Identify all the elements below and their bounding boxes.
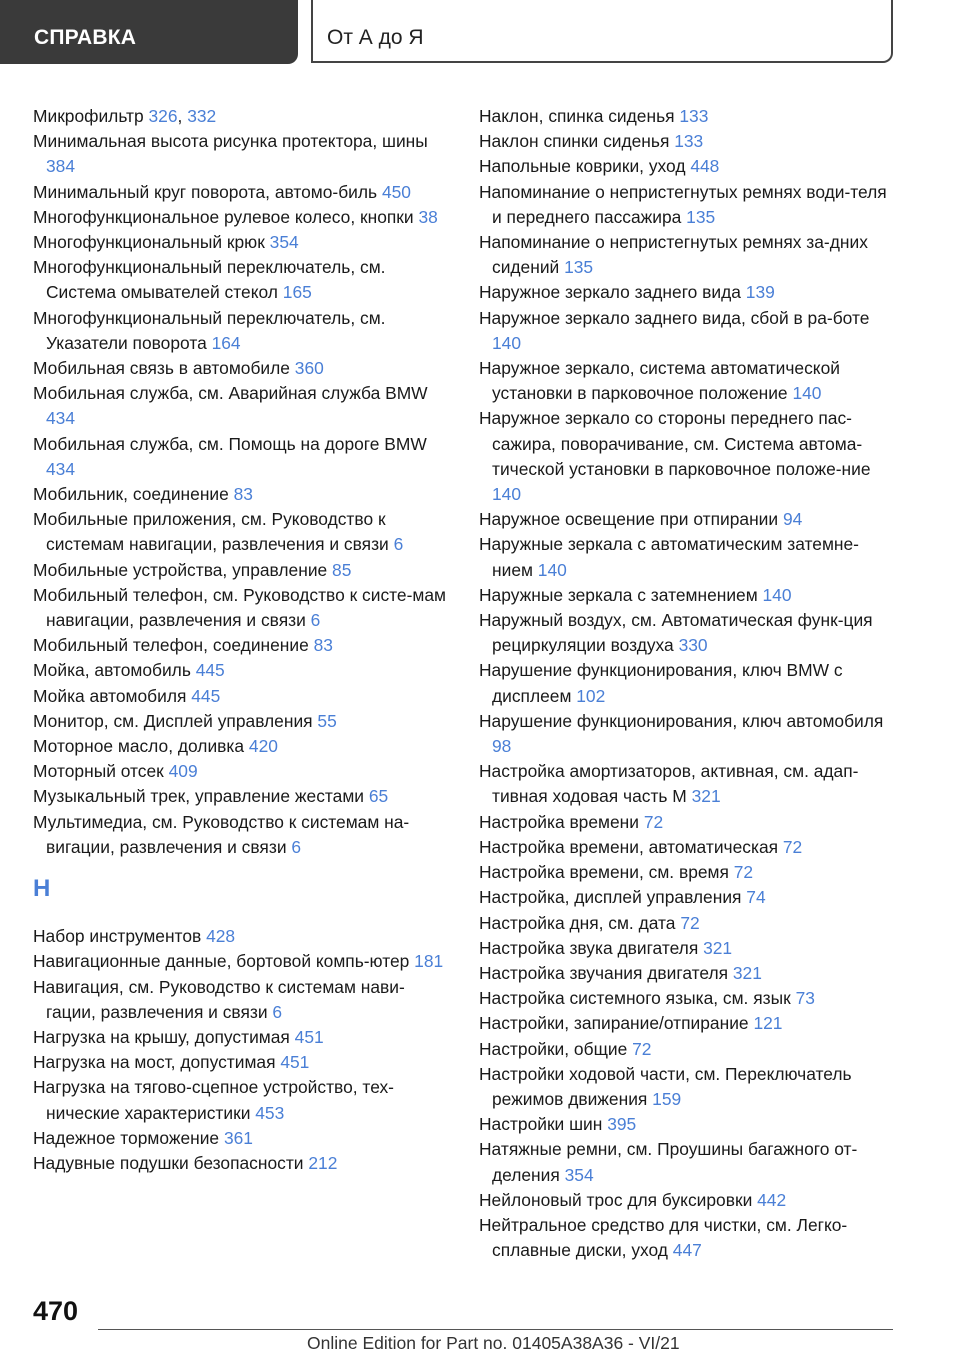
- index-entry: [479, 306, 899, 356]
- page-link[interactable]: 133: [674, 131, 704, 152]
- index-entry: [33, 924, 451, 949]
- page-link[interactable]: 6: [291, 836, 302, 857]
- index-entry-text: Набор инструментов: [33, 926, 207, 947]
- index-entry: [479, 532, 899, 582]
- page-link[interactable]: 321: [691, 786, 721, 807]
- index-entry-text: Настройка звучания двигателя: [479, 962, 733, 983]
- index-entry-text: Настройки, запирание/отпирание: [479, 1013, 754, 1034]
- index-entry: [479, 810, 899, 835]
- index-entry-text: Мобильная служба, см. Помощь на дороге BMW: [33, 433, 427, 454]
- index-entry-text: Многофункциональный крюк: [33, 232, 270, 253]
- index-entry: [33, 432, 451, 482]
- index-entry: [33, 810, 451, 860]
- index-entry: [33, 381, 451, 431]
- index-entry: [479, 986, 899, 1011]
- page-link[interactable]: 72: [733, 862, 754, 883]
- index-entry: [33, 558, 451, 583]
- index-entry: [479, 835, 899, 860]
- page-link[interactable]: 451: [280, 1052, 310, 1073]
- index-entry-text: Нагрузка на мост, допустимая: [33, 1052, 281, 1073]
- index-entry-text: Напольные коврики, уход: [479, 156, 691, 177]
- index-entry: [479, 583, 899, 608]
- index-entry-text: Нагрузка на тягово-сцепное устройство, тех‐нические характеристики: [33, 1077, 394, 1123]
- index-entry: [33, 1075, 451, 1125]
- page-link[interactable]: 83: [313, 635, 333, 656]
- footer-edition: Online Edition for Part no. 01405A38A36 - VI/21: [307, 1333, 680, 1353]
- index-entry-text: Наружное зеркало, система автоматической установки в парковочное положение: [479, 358, 840, 404]
- page-link[interactable]: 181: [414, 951, 444, 972]
- index-entry: [33, 633, 451, 658]
- page-link[interactable]: 140: [762, 584, 792, 605]
- page-link[interactable]: 434: [46, 458, 76, 479]
- page-link[interactable]: 72: [782, 836, 803, 857]
- index-entry-text: Настройка времени, см. время: [479, 862, 734, 883]
- index-entry-text: Наружные зеркала с автоматическим затемне‐нием: [479, 534, 859, 580]
- index-entry-text: Настройка системного языка, см. язык: [479, 988, 796, 1009]
- index-entry-text: Напоминание о непристегнутых ремнях води‐теля и переднего пассажира: [479, 181, 887, 227]
- index-entry: [33, 684, 451, 709]
- index-entry: [479, 1011, 899, 1036]
- page-link[interactable]: 447: [672, 1240, 702, 1261]
- section-letter: Н: [33, 875, 51, 903]
- index-entry-text: Моторный отсек: [33, 761, 169, 782]
- page-link[interactable]: 135: [686, 206, 716, 227]
- index-entry-text: Нейтральное средство для чистки, см. Легко‐сплавные диски, уход: [479, 1214, 848, 1261]
- index-entry: [479, 1188, 899, 1213]
- index-entry-text: Надежное торможение: [33, 1127, 224, 1148]
- index-entry: [479, 230, 899, 280]
- index-entry: [33, 230, 451, 255]
- page-link[interactable]: 74: [746, 887, 766, 908]
- index-entry-text: Настройки шин: [479, 1114, 608, 1135]
- index-entry-text: Настройка времени, автоматическая: [479, 836, 783, 857]
- index-entry: [33, 658, 451, 683]
- subsection-title: От А до Я: [327, 26, 424, 49]
- index-entry-text: Наружное зеркало со стороны переднего пас‐сажира, поворачивание, см. Система автома‐тической установки в парковочное положе‐ние: [479, 408, 871, 479]
- index-entry-text: Мобильные приложения, см. Руководство к системам навигации, развлечения и связи: [33, 509, 394, 555]
- index-entry: [33, 949, 451, 974]
- index-entry-text: Надувные подушки безопасности: [33, 1152, 309, 1173]
- page-link[interactable]: 6: [310, 610, 321, 631]
- page-link[interactable]: 85: [332, 559, 352, 580]
- index-entry-text: Наружное освещение при отпирании: [479, 509, 783, 530]
- index-entry: [479, 911, 899, 936]
- page-link[interactable]: 384: [46, 156, 76, 177]
- index-entry: [33, 1126, 451, 1151]
- page-link[interactable]: 450: [381, 181, 411, 202]
- index-entry-text: Наружное зеркало заднего вида: [479, 282, 746, 303]
- index-entry-text: Напоминание о непристегнутых ремнях за‐дних сидений: [479, 232, 868, 278]
- page-link[interactable]: 321: [732, 962, 762, 983]
- index-entry: [33, 1050, 451, 1075]
- index-entry-text: Многофункциональное рулевое колесо, кнопки: [33, 206, 419, 227]
- index-entry: [33, 583, 451, 633]
- index-entry-text: Минимальный круг поворота, автомо‐биль: [33, 181, 382, 202]
- section-title: СПРАВКА: [34, 26, 137, 49]
- index-entry: [33, 482, 451, 507]
- page-link[interactable]: 354: [269, 232, 299, 253]
- page-link[interactable]: 164: [211, 332, 241, 353]
- page-link[interactable]: 135: [564, 257, 594, 278]
- index-entry-text: Навигационные данные, бортовой компь‐ютер: [33, 951, 415, 972]
- index-entry-text: Наклон спинки сиденья: [479, 131, 675, 152]
- page-link[interactable]: 448: [690, 156, 720, 177]
- page-link[interactable]: 121: [753, 1013, 783, 1034]
- index-entry: [33, 759, 451, 784]
- page-link[interactable]: 140: [492, 332, 522, 353]
- page-link[interactable]: 420: [248, 736, 278, 757]
- index-entry: [33, 356, 451, 381]
- index-entry-text: Мобильная связь в автомобиле: [33, 358, 295, 379]
- index-entry-text: Нагрузка на крышу, допустимая: [33, 1026, 295, 1047]
- page-link[interactable]: 165: [282, 282, 312, 303]
- index-entry-text: Настройки ходовой части, см. Переключатель режимов движения: [479, 1063, 852, 1109]
- page-link[interactable]: 94: [782, 509, 803, 530]
- index-entry: [479, 507, 899, 532]
- index-entry: [479, 759, 899, 809]
- index-entry: [479, 180, 899, 230]
- page-link[interactable]: 330: [678, 635, 708, 656]
- index-entry: [33, 507, 451, 557]
- page-link[interactable]: 428: [206, 926, 236, 947]
- page-link[interactable]: 140: [492, 484, 522, 505]
- index-entry-text: Моторное масло, доливка: [33, 736, 249, 757]
- page-link[interactable]: 139: [745, 282, 775, 303]
- index-entry: [479, 885, 899, 910]
- index-entry: [33, 1025, 451, 1050]
- index-entry-text: Мобильные устройства, управление: [33, 559, 333, 580]
- index-entry: [33, 306, 451, 356]
- index-entry: [33, 734, 451, 759]
- index-entry: [479, 356, 899, 406]
- page-link[interactable]: 65: [368, 786, 389, 807]
- page-link[interactable]: 140: [792, 383, 822, 404]
- index-entry-text: Мобильный телефон, соединение: [33, 635, 314, 656]
- index-entry: [479, 860, 899, 885]
- page-link[interactable]: 409: [168, 761, 198, 782]
- index-entry: [479, 1112, 899, 1137]
- index-entry: [33, 1151, 451, 1176]
- index-entry: [479, 658, 899, 708]
- page-link[interactable]: 72: [643, 811, 664, 832]
- index-entry: [479, 280, 899, 305]
- index-entry-text: Настройка времени: [479, 811, 644, 832]
- index-entry: [479, 406, 899, 507]
- index-entry-text: Наклон, спинка сиденья: [479, 106, 680, 126]
- page-link[interactable]: 83: [233, 484, 253, 505]
- index-entry: [33, 180, 451, 205]
- index-list-n-continued: [479, 104, 899, 1263]
- index-entry-text: Многофункциональный переключатель, см. Система омывателей стекол: [33, 257, 386, 303]
- page-link[interactable]: 72: [680, 912, 700, 933]
- page-link[interactable]: 6: [393, 534, 404, 555]
- index-entry-text: Навигация, см. Руководство к системам нави‐гации, развлечения и связи: [33, 976, 405, 1022]
- index-entry: [479, 129, 899, 154]
- page-link[interactable]: 360: [294, 358, 324, 379]
- index-entry: Микрофильтр 326, 332: [33, 106, 217, 126]
- index-entry-text: Монитор, см. Дисплей управления: [33, 710, 318, 731]
- index-entry: [33, 975, 451, 1025]
- index-entry-text: Мойка автомобиля: [33, 685, 192, 706]
- index-entry: [33, 205, 451, 230]
- index-entry-text: Многофункциональный переключатель, см. Указатели поворота: [33, 307, 386, 353]
- index-entry: [33, 255, 451, 305]
- index-entry-text: Мобильная служба, см. Аварийная служба BMW: [33, 383, 428, 404]
- page-link[interactable]: 321: [703, 937, 733, 958]
- index-list-n: [33, 924, 451, 1176]
- index-entry: [479, 1037, 899, 1062]
- page-link[interactable]: 159: [652, 1088, 682, 1109]
- page-link[interactable]: 98: [492, 736, 512, 757]
- index-entry: [479, 709, 899, 759]
- section-tab: [0, 0, 298, 64]
- index-entry-text: Минимальная высота рисунка протектора, шины: [33, 131, 428, 152]
- page-link[interactable]: 326: [148, 106, 178, 126]
- page-link[interactable]: 451: [294, 1026, 324, 1047]
- page-link[interactable]: 395: [607, 1114, 637, 1135]
- page-link[interactable]: 133: [679, 106, 709, 126]
- page-number: 470: [33, 1296, 79, 1326]
- index-entry: [479, 1213, 899, 1263]
- index-column-right: [479, 104, 899, 1263]
- page-link[interactable]: 38: [418, 206, 438, 227]
- page-link[interactable]: 354: [564, 1164, 594, 1185]
- index-entry-text: Мобильник, соединение: [33, 484, 234, 505]
- index-entry: [479, 154, 899, 179]
- index-entry: [479, 1137, 899, 1187]
- index-entry-text: Нарушение функционирования, ключ BMW с дисплеем: [479, 660, 843, 706]
- page-link[interactable]: 445: [195, 660, 225, 681]
- index-entry-text: Наружное зеркало заднего вида, сбой в ра‐боте: [479, 307, 870, 328]
- index-entry-text: Мультимедиа, см. Руководство к системам на‐вигации, развлечения и связи: [33, 811, 410, 857]
- index-list-m: [33, 104, 451, 860]
- index-entry-text: Нейлоновый трос для буксировки: [479, 1189, 758, 1210]
- page-link[interactable]: 445: [191, 685, 221, 706]
- index-entry-text: Настройка, дисплей управления: [479, 887, 747, 908]
- index-entry-text: Наружные зеркала с затемнением: [479, 584, 763, 605]
- index-entry: [33, 784, 451, 809]
- index-entry-text: Наружный воздух, см. Автоматическая функ‐ция рециркуляции воздуха: [479, 610, 873, 656]
- page-link[interactable]: 332: [187, 106, 217, 126]
- page-link[interactable]: 434: [46, 408, 76, 429]
- index-entry-text: Музыкальный трек, управление жестами: [33, 786, 369, 807]
- page-link[interactable]: 73: [795, 988, 815, 1009]
- index-entry-text: Настройка амортизаторов, активная, см. адап‐тивная ходовая часть М: [479, 761, 859, 807]
- page-link[interactable]: 212: [308, 1152, 338, 1173]
- footer-divider: [98, 1329, 893, 1330]
- page-link[interactable]: 442: [757, 1189, 787, 1210]
- index-entry-text: Нарушение функционирования, ключ автомобиля: [479, 710, 884, 731]
- page-link[interactable]: 102: [576, 685, 606, 706]
- subsection-tab: [311, 0, 893, 63]
- page-link[interactable]: 6: [272, 1001, 283, 1022]
- page-link[interactable]: 140: [537, 559, 567, 580]
- index-entry: [33, 709, 451, 734]
- index-column-left: [33, 104, 451, 1176]
- page-link[interactable]: 453: [255, 1102, 285, 1123]
- index-entry: [479, 961, 899, 986]
- page-link[interactable]: 72: [632, 1038, 652, 1059]
- index-entry: [479, 104, 899, 129]
- index-entry-text: Настройка дня, см. дата: [479, 912, 681, 933]
- index-entry: [479, 608, 899, 658]
- index-entry-text: Микрофильтр: [33, 106, 149, 126]
- index-entry-text: Мойка, автомобиль: [33, 660, 196, 681]
- index-entry: [33, 129, 451, 179]
- index-entry: [479, 1062, 899, 1112]
- index-entry: [479, 936, 899, 961]
- index-entry-text: Мобильный телефон, см. Руководство к систе‐мам навигации, развлечения и связи: [33, 584, 446, 631]
- page-link[interactable]: 361: [223, 1127, 253, 1148]
- index-entry-text: Натяжные ремни, см. Проушины багажного от‐деления: [479, 1139, 858, 1185]
- index-entry-text: Настройка звука двигателя: [479, 937, 704, 958]
- index-entry-text: Настройки, общие: [479, 1038, 633, 1059]
- page-link[interactable]: 55: [317, 710, 337, 731]
